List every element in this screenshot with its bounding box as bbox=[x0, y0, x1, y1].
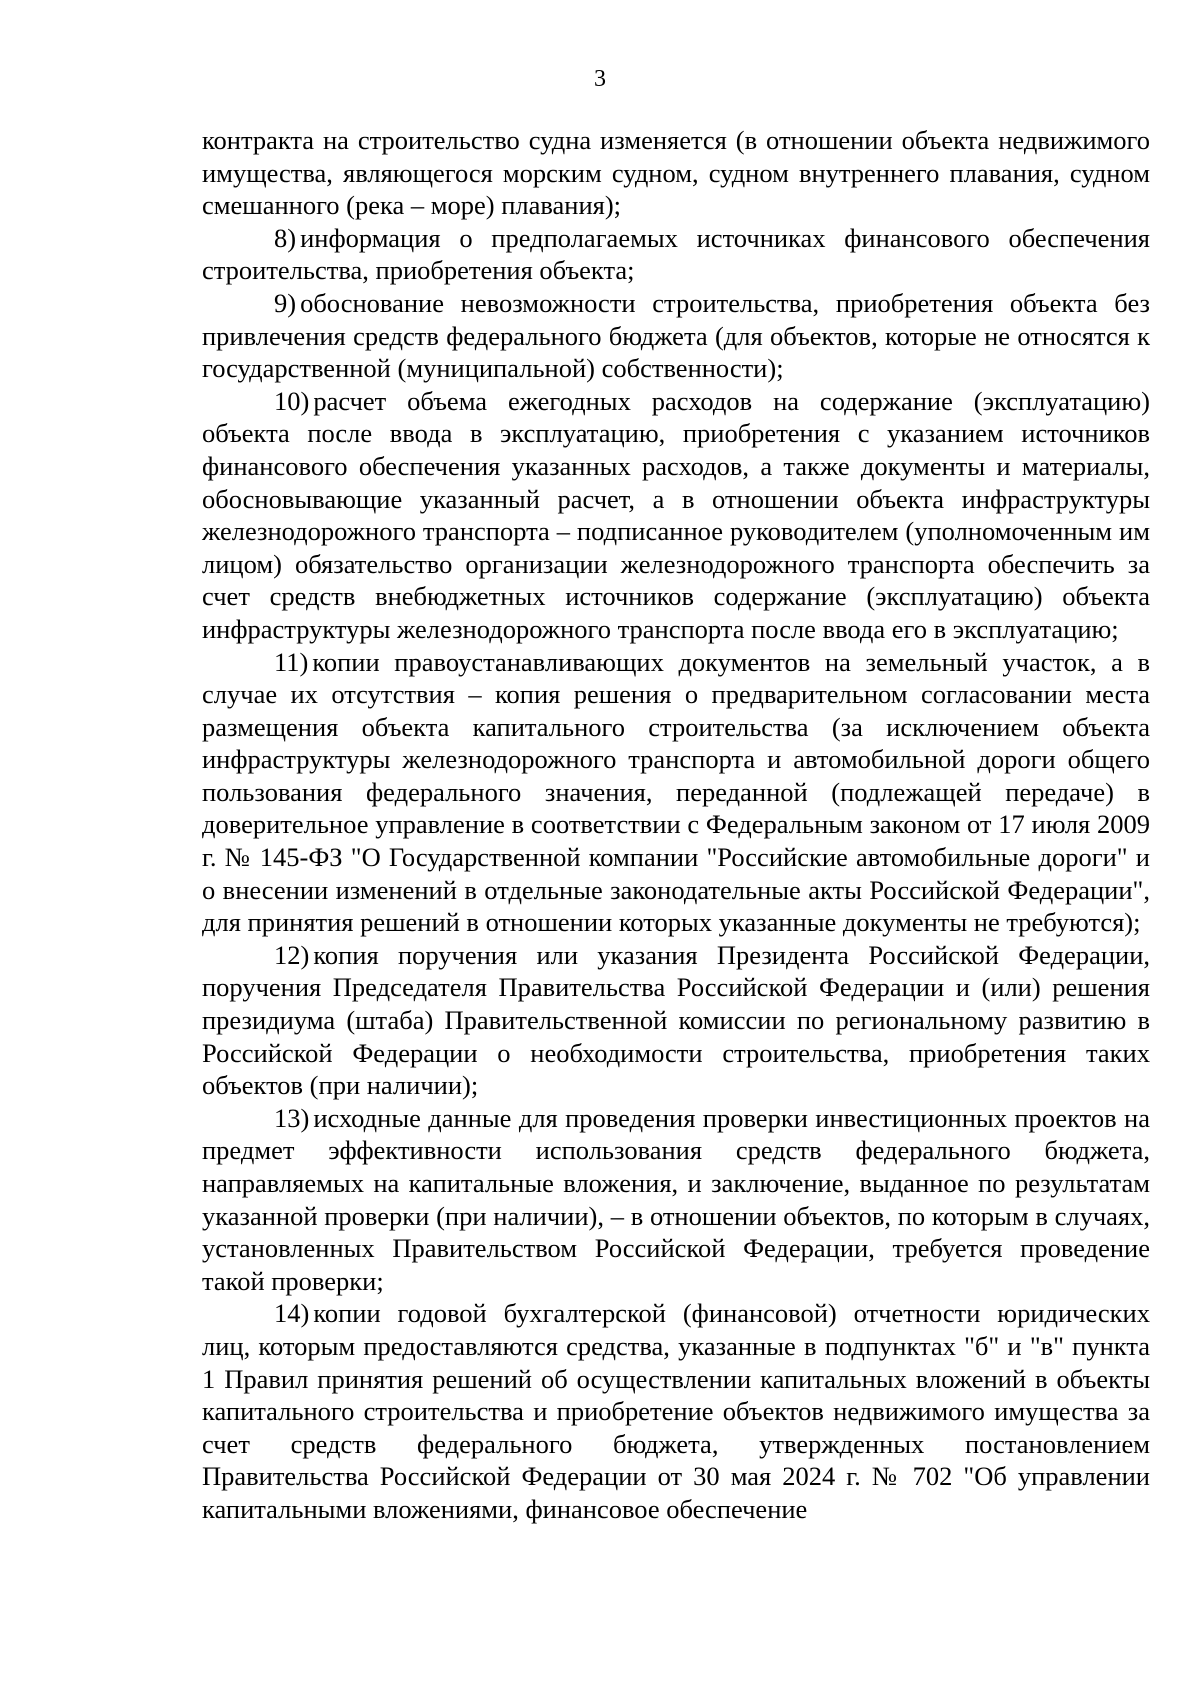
list-item-text: расчет объема ежегодных расходов на содержание (эксплуатацию) объекта после ввода в эксплуатацию, приобретения с указанием источников финансового обеспечения указанных расходов, а также документы и материалы, обосновывающие указанный расчет, а в отношении объекта инфраструктуры железнодорожного транспорта – подписанное руководителем (уполномоченным им лицом) обязательство организации железнодорожного транспорта обеспечить за счет средств внебюджетных источников содержание (эксплуатацию) объекта инфраструктуры железнодорожного транспорта после ввода его в эксплуатацию; bbox=[202, 385, 1150, 644]
list-item-10 bbox=[202, 385, 1150, 646]
paragraph-text: контракта на строительство судна изменяется (в отношении объекта недвижимого имущества, являющегося морским судном, судном внутреннего плавания, судном смешанного (река – море) плавания); bbox=[202, 125, 1150, 221]
paragraph-continuation bbox=[202, 124, 1150, 222]
list-item-text: исходные данные для проведения проверки инвестиционных проектов на предмет эффективности использования средств федерального бюджета, направляемых на капитальные вложения, и заключение, выданное по результатам указанной проверки (при наличии), – в отношении объектов, по которым в случаях, установленных Правительством Российской Федерации, требуется проведение такой проверки; bbox=[202, 1102, 1150, 1296]
document-body bbox=[202, 124, 1150, 1526]
list-item-text: копии годовой бухгалтерской (финансовой) отчетности юридических лиц, которым предоставляются средства, указанные в подпунктах "б" и "в" пункта 1 Правил принятия решений об осуществлении капитальных вложений в объекты капитального строительства и приобретение объектов недвижимого имущества за счет средств федерального бюджета, утвержденных постановлением Правительства Российской Федерации от 30 мая 2024 г. № 702 "Об управлении капитальными вложениями, финансовое обеспечение bbox=[202, 1298, 1150, 1524]
list-item-text: обоснование невозможности строительства, приобретения объекта без привлечения средств федерального бюджета (для объектов, которые не относятся к государственной (муниципальной) собственности); bbox=[202, 287, 1150, 384]
list-item-number: 14) bbox=[274, 1298, 310, 1329]
list-item-text: информация о предполагаемых источниках финансового обеспечения строительства, приобретения объекта; bbox=[202, 222, 1150, 286]
list-item-text: копии правоустанавливающих документов на земельный участок, а в случае их отсутствия – копия решения о предварительном согласовании места размещения объекта капитального строительства (за исключением объекта инфраструктуры железнодорожного транспорта и автомобильной дороги общего пользования федерального значения, переданной (подлежащей передаче) в доверительное управление в соответствии с Федеральным законом от 17 июля 2009 г. № 145-ФЗ "О Государственной компании "Российские автомобильные дороги" и о внесении изменений в отдельные законодательные акты Российской Федерации", для принятия решений в отношении которых указанные документы не требуются); bbox=[202, 646, 1150, 938]
list-item-9 bbox=[202, 287, 1150, 385]
list-item-text: копия поручения или указания Президента Российской Федерации, поручения Председателя Правительства Российской Федерации и (или) решения президиума (штаба) Правительственной комиссии по региональному развитию в Российской Федерации о необходимости строительства, приобретения таких объектов (при наличии); bbox=[202, 939, 1150, 1101]
list-item-number: 11) bbox=[274, 646, 309, 677]
list-item-11 bbox=[202, 646, 1150, 939]
list-item-14 bbox=[202, 1297, 1150, 1525]
page-number: 3 bbox=[594, 66, 606, 92]
list-item-number: 8) bbox=[274, 222, 297, 253]
list-item-number: 13) bbox=[274, 1102, 310, 1133]
list-item-number: 9) bbox=[274, 287, 297, 318]
list-item-13 bbox=[202, 1102, 1150, 1298]
list-item-8 bbox=[202, 222, 1150, 287]
list-item-12 bbox=[202, 939, 1150, 1102]
list-item-number: 12) bbox=[274, 939, 310, 970]
list-item-number: 10) bbox=[274, 385, 310, 416]
